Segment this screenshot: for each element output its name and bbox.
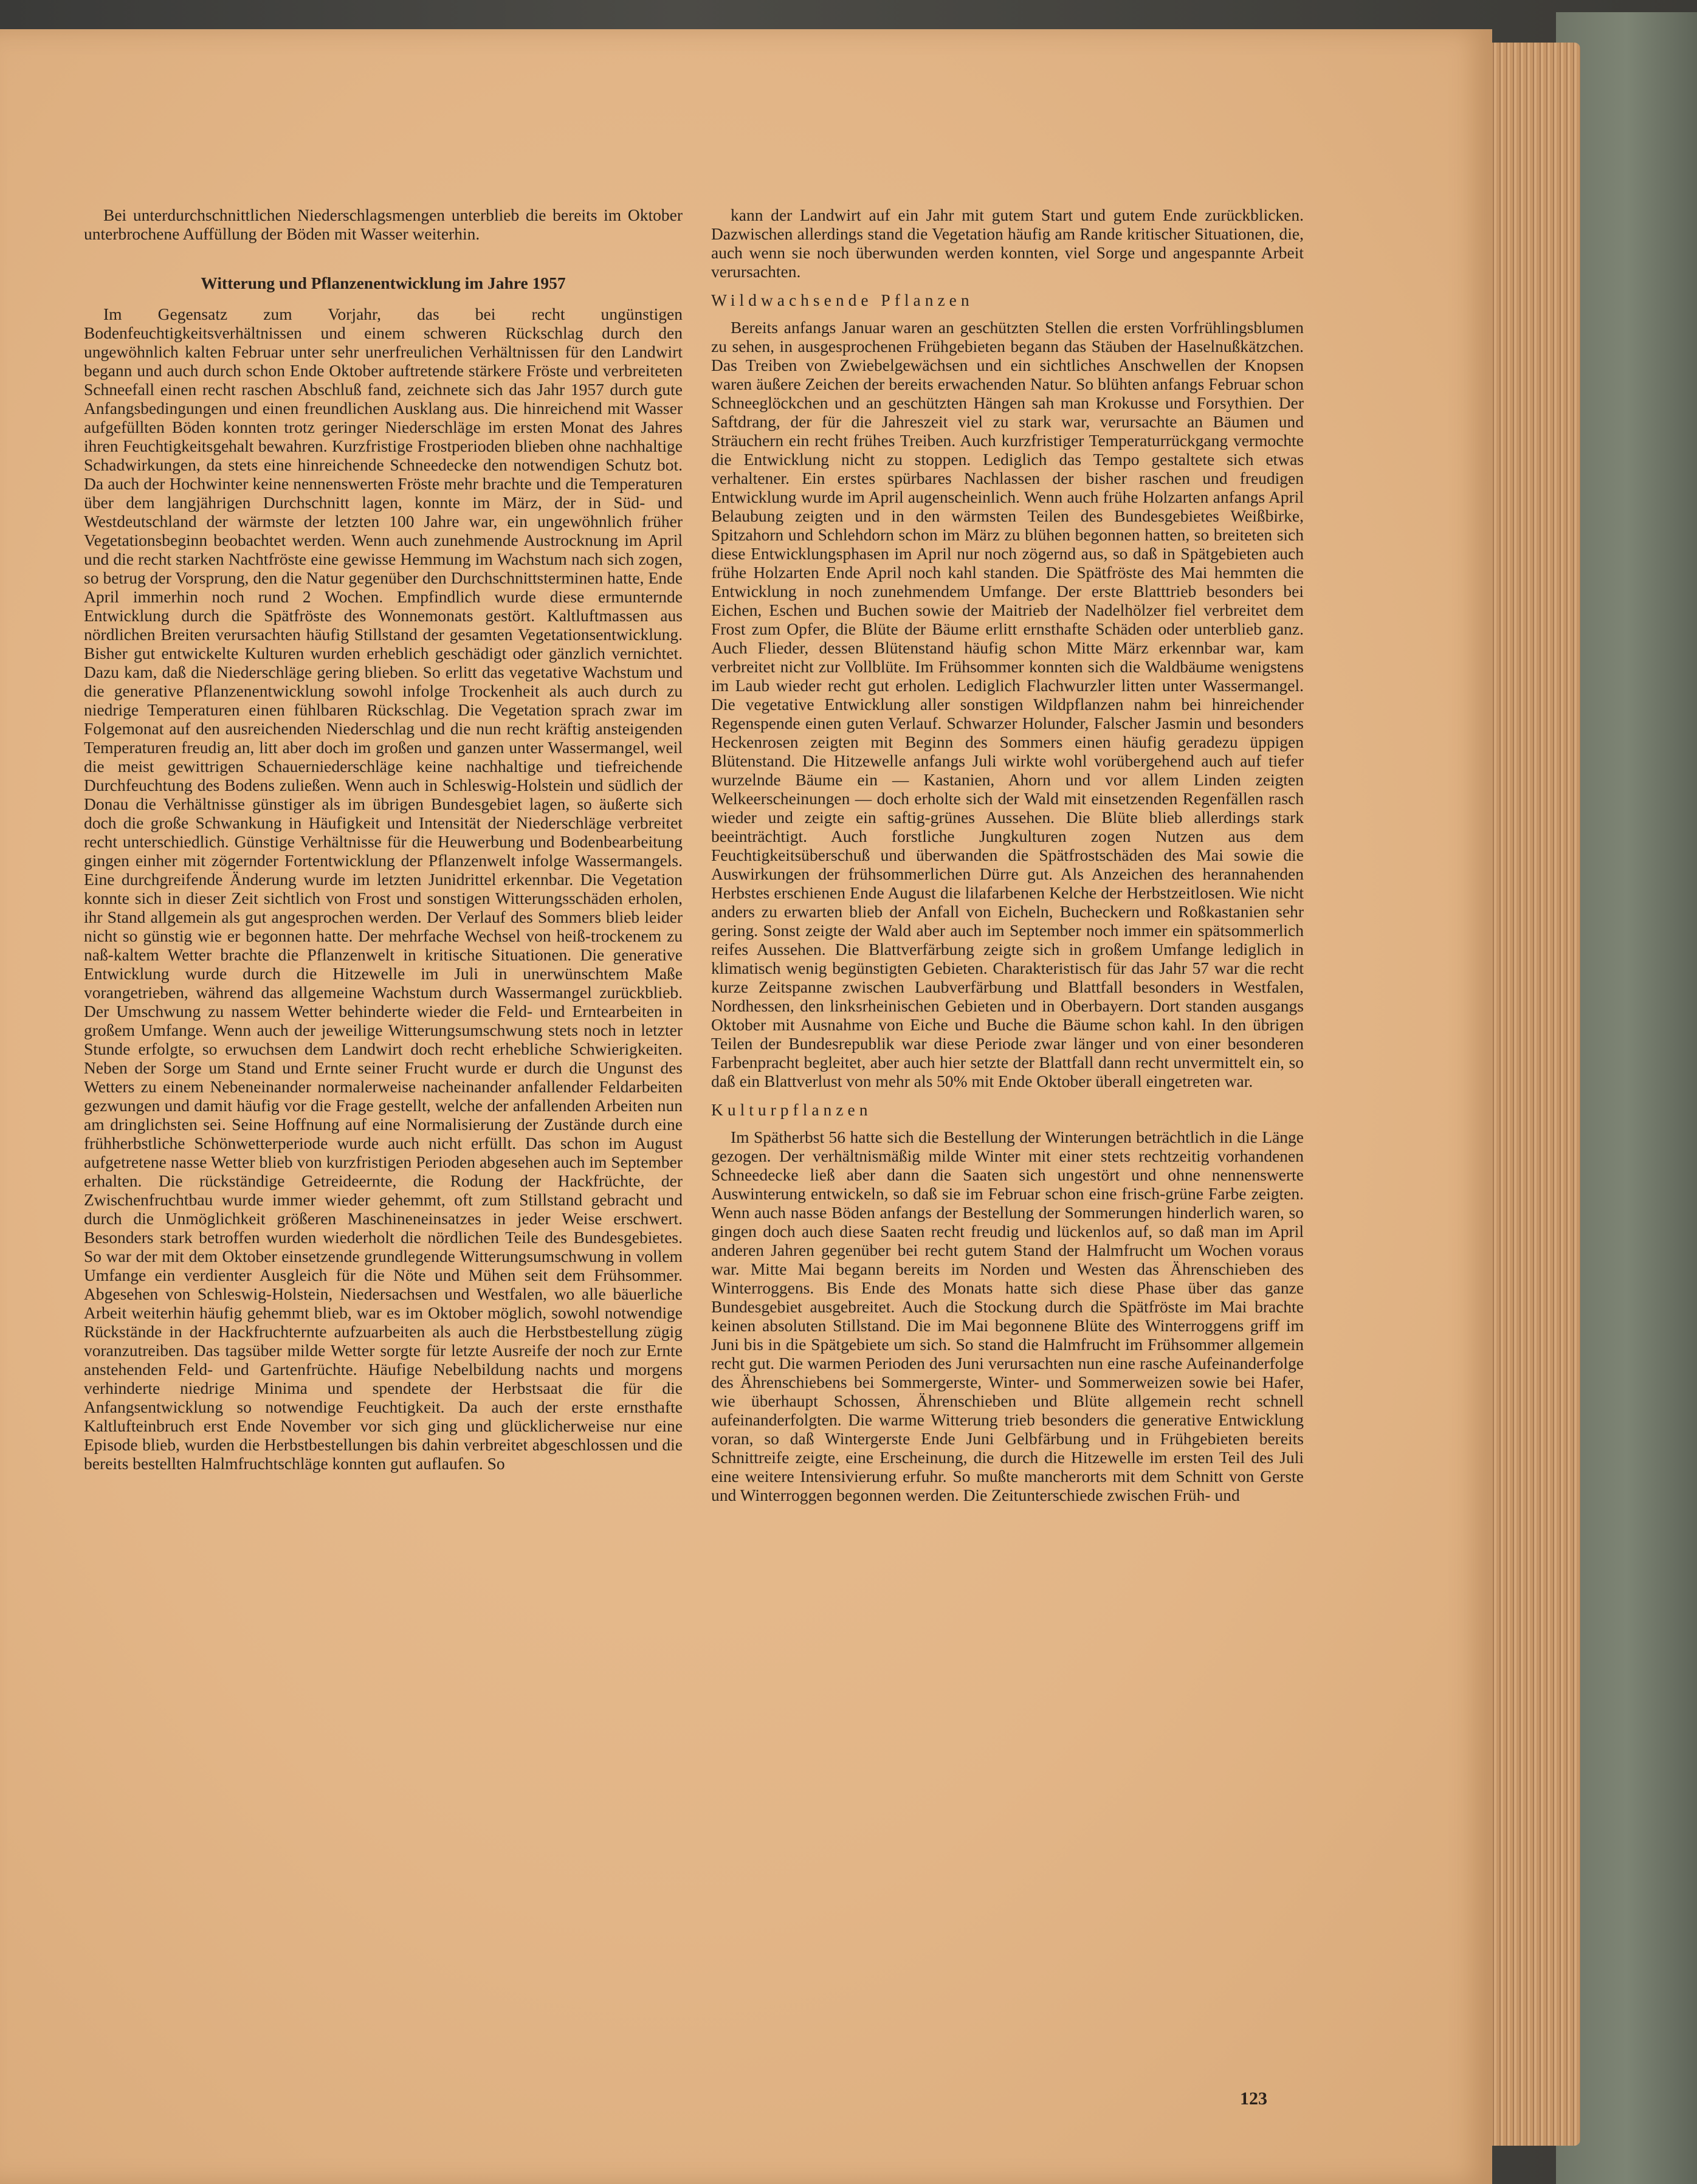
page-edges xyxy=(1483,43,1580,2146)
right-column xyxy=(711,205,1304,2017)
right-intro-paragraph: kann der Landwirt auf ein Jahr mit gutem Start und gutem Ende zurückblicken. Dazwischen allerdings stand die Vegetation häufig am Rande kritischer Situationen, die, auch wenn sie noch überwunden werden konnten, viel Sorge und angespannte Arbeit verursachten. xyxy=(711,205,1304,281)
subheading-crops: Kulturpflanzen xyxy=(711,1100,872,1119)
wild-plants-paragraph: Bereits anfangs Januar waren an geschützten Stellen die ersten Vorfrühlingsblumen zu sehen, in ausgesprochenen Frühgebieten begann das Stäuben der Haselnußkätzchen. Das Treiben von Zwiebelgewächsen und ein sichtliches Anschwellen der Knopsen waren äußere Zeichen der bereits erwachenden Natur. So blühten anfangs Februar schon Schneeglöckchen und an geschützten Hängen sah man Krokusse und Forsythien. Der Saftdrang, der für die Jahreszeit viel zu stark war, verursachte an Bäumen und Sträuchern ein recht frühes Treiben. Auch kurzfristiger Temperaturrückgang vermochte die Entwicklung nicht zu stoppen. Lediglich das Tempo gestaltete sich etwas verhaltener. Ein erstes spürbares Nachlassen der bisher raschen und freudigen Entwicklung wurde im April augenscheinlich. Wenn auch frühe Holzarten anfangs April Belaubung zeigten und in den wärmsten Teilen des Bundesgebietes Weißbirke, Spitzahorn und Schlehdorn schon im März zu blühen begonnen hatten, so breiteten sich diese Entwicklungsphasen im April nur noch zögernd aus, so daß in Spätgebieten auch frühe Holzarten Ende April noch kahl standen. Die Spätfröste des Mai hemmten die Entwicklung in noch zunehmendem Umfange. Der erste Blatttrieb besonders bei Eichen, Eschen und Buchen sowie der Maitrieb der Nadelhölzer fiel verbreitet dem Frost zum Opfer, die Blüte der Bäume erlitt ernsthafte Schäden oder unterblieb ganz. Auch Flieder, dessen Blütenstand häufig schon Mitte März erkennbar war, kam verbreitet nicht zur Vollblüte. Im Frühsommer konnten sich die Waldbäume wenigstens im Laub wieder recht gut erholen. Lediglich Flachwurzler litten unter Wassermangel. Die vegetative Entwicklung aller sonstigen Wildpflanzen nahm bei hinreichender Regenspende einen guten Verlauf. Schwarzer Holunder, Falscher Jasmin und besonders Heckenrosen zeigten mit Beginn des Sommers einen häufig geradezu üppigen Blütenstand. Die Hitzewelle anfangs Juli wirkte wohl vorübergehend auch auf tiefer wurzelnde Bäume ein — Kastanien, Ahorn und vor allem Linden zeigten Welkeerscheinungen — doch erholte sich der Wald mit einsetzenden Regenfällen rasch wieder und zeigte ein saftig-grünes Aussehen. Die Blüte blieb allerdings stark beeinträchtigt. Auch forstliche Jungkulturen zogen Nutzen aus dem Feuchtigkeitsüberschuß und überwanden die Spätfrostschäden des Mai sowie die Auswirkungen der frühsommerlichen Dürre gut. Als Anzeichen des herannahenden Herbstes erschienen Ende August die lilafarbenen Kelche der Herbstzeitlosen. Wie nicht anders zu erwarten blieb der Anfall von Eicheln, Bucheckern und Roßkastanien sehr gering. Sonst zeigte der Wald aber auch im September noch immer ein spätsommerlich reifes Aussehen. Die Blattverfärbung zeigte sich in großem Umfange lediglich in klimatisch wenig begünstigten Gebieten. Charakteristisch für das Jahr 57 war die recht kurze Zeitspanne zwischen Laubverfärbung und Blattfall besonders in Westfalen, Nordhessen, den linksrheinischen Gebieten und in Oberbayern. Dort standen ausgangs Oktober mit Ausnahme von Eiche und Buche die Bäume schon kahl. In den übrigen Teilen der Bundesrepublik war diese Periode zwar länger und von einer besonderen Farbenpracht begleitet, aber auch hier setzte der Blattfall dann recht unvermittelt ein, so daß ein Blattverlust von mehr als 50% mit Ende Oktober überall eingetreten war. xyxy=(711,318,1304,1090)
section-heading: Witterung und Pflanzenentwicklung im Jahre 1957 xyxy=(201,274,566,292)
subheading-wild-plants: Wildwachsende Pflanzen xyxy=(711,291,974,309)
crops-paragraph: Im Spätherbst 56 hatte sich die Bestellung der Winterungen beträchtlich in die Länge gezogen. Der verhältnismäßig milde Winter mit einer stets rechtzeitig vorhandenen Schneedecke ließ aber dann die Saaten sich ungestört und ohne nennenswerte Auswinterung entwickeln, so daß sie im Februar schon eine frisch-grüne Farbe zeigten. Wenn auch nasse Böden anfangs der Bestellung der Sommerungen hinderlich waren, so gingen doch auch diese Saaten recht freudig und lückenlos auf, so daß man im April anderen Jahren gegenüber bei recht gutem Stand der Halmfrucht um Wochen voraus war. Mitte Mai begann bereits im Norden und Westen das Ährenschieben des Winterroggens. Bis Ende des Monats hatte sich diese Phase über das ganze Bundesgebiet ausgebreitet. Auch die Stockung durch die Spätfröste im Mai brachte keinen absoluten Stillstand. Die im Mai begonnene Blüte des Winterroggens griff im Juni bis in die Spätgebiete um sich. So stand die Halmfrucht im Frühsommer allgemein recht gut. Die warmen Perioden des Juni verursachten nun eine rasche Aufeinanderfolge des Ährenschiebens bei Sommergerste, Winter- und Sommerweizen sowie bei Hafer, wie überhaupt Schossen, Ährenschieben und Blüte allgemein recht schnell aufeinanderfolgten. Die warme Witterung trieb besonders die generative Entwicklung voran, so daß Wintergerste Ende Juni Gelbfärbung und in Frühgebieten bereits Schnittreife zeigte, eine Erscheinung, die durch die Hitzewelle im ersten Teil des Juli eine weitere Intensivierung erfuhr. So mußte mancherorts mit dem Schnitt von Gerste und Winterroggen begonnen werden. Die Zeitunterschiede zwischen Früh- und xyxy=(711,1128,1304,1504)
document-page xyxy=(0,29,1492,2184)
left-intro-paragraph: Bei unterdurchschnittlichen Niederschlagsmengen unterblieb die bereits im Oktober unterbrochene Auffüllung der Böden mit Wasser weiterhin. xyxy=(84,205,683,243)
left-body-paragraph: Im Gegensatz zum Vorjahr, das bei recht ungünstigen Bodenfeuchtigkeitsverhältnissen und einem schweren Rückschlag durch den ungewöhnlich kalten Februar unter sehr unerfreulichen Verhältnissen für den Landwirt begann und auch durch schon Ende Oktober auftretende stärkere Fröste und verbreiteten Schneefall einen recht raschen Abschluß fand, zeichnete sich das Jahr 1957 durch gute Anfangsbedingungen und einen freundlichen Ausklang aus. Die hinreichend mit Wasser aufgefüllten Böden konnten trotz geringer Niederschläge im ersten Monat des Jahres ihren Feuchtigkeitsgehalt bewahren. Kurzfristige Frostperioden blieben ohne nachhaltige Schadwirkungen, da stets eine hinreichende Schneedecke den notwendigen Schutz bot. Da auch der Hochwinter keine nennenswerten Fröste mehr brachte und die Temperaturen über dem langjährigen Durchschnitt lagen, konnte im März, der in Süd- und Westdeutschland der wärmste der letzten 100 Jahre war, ein ungewöhnlich früher Vegetationsbeginn beobachtet werden. Wenn auch zunehmende Austrocknung im April und die recht starken Nachtfröste eine gewisse Hemmung im Wachstum nach sich zogen, so betrug der Vorsprung, den die Natur gegenüber den Durchschnittsterminen hatte, Ende April immerhin noch rund 2 Wochen. Empfindlich wurde diese ermunternde Entwicklung durch die Spätfröste des Wonnemonats gestört. Kaltluftmassen aus nördlichen Breiten verursachten häufig Stillstand der gesamten Vegetationsentwicklung. Bisher gut entwickelte Kulturen wurden erheblich geschädigt oder gänzlich vernichtet. Dazu kam, daß die Niederschläge gering blieben. So erlitt das vegetative Wachstum und die generative Pflanzenentwicklung sowohl infolge Trockenheit als auch durch zu niedrige Temperaturen einen fühlbaren Rückschlag. Die Vegetation sprach zwar im Folgemonat auf den ausreichenden Niederschlag und die nun recht kräftig ansteigenden Temperaturen freudig an, litt aber doch im großen und ganzen unter Wassermangel, weil die meist gewittrigen Schauerniederschläge keine nachhaltige und tiefreichende Durchfeuchtung des Bodens zuließen. Wenn auch in Schleswig-Holstein und südlich der Donau die Verhältnisse günstiger als im übrigen Bundesgebiet lagen, so äußerte sich doch die große Schwankung in Häufigkeit und Intensität der Niederschläge verbreitet recht unterschiedlich. Günstige Verhältnisse für die Heuwerbung und Bodenbearbeitung gingen einher mit zögernder Fortentwicklung der Pflanzenwelt infolge Wassermangels. Eine durchgreifende Änderung wurde im letzten Junidrittel erkennbar. Die Vegetation konnte sich in dieser Zeit sichtlich von Frost und sonstigen Witterungsschäden erholen, ihr Stand allgemein als gut angesprochen werden. Der Verlauf des Sommers blieb leider nicht so günstig wie er begonnen hatte. Der mehrfache Wechsel von heiß-trockenem zu naß-kaltem Wetter brachte die Pflanzenwelt in kritische Situationen. Die generative Entwicklung wurde durch die Hitzewelle im Juli in unerwünschtem Maße vorangetrieben, während das allgemeine Wachstum durch Wassermangel zurückblieb. Der Umschwung zu nassem Wetter behinderte wieder die Feld- und Erntearbeiten in großem Umfange. Wenn auch der jeweilige Witterungsumschwung stets noch in letzter Stunde erfolgte, so erwuchsen dem Landwirt doch recht erhebliche Schwierigkeiten. Neben der Sorge um Stand und Ernte seiner Frucht wurde er durch die Ungunst des Wetters zu einem Nebeneinander normalerweise nacheinander anfallender Feldarbeiten gezwungen und damit häufig vor die Frage gestellt, welche der anfallenden Arbeiten nun am dringlichsten sei. Seine Hoffnung auf eine Normalisierung der Zustände durch eine frühherbstliche Schönwetterperiode wurde auch nicht erfüllt. Das schon im August aufgetretene nasse Wetter blieb von kurzfristigen Perioden abgesehen auch im September erhalten. Die rückständige Getreideernte, die Rodung der Hackfrüchte, der Zwischenfruchtbau wurde immer wieder gehemmt, oft zum Stillstand gebracht und durch die Unmöglichkeit größeren Maschineneinsatzes in jeder Weise erschwert. Besonders stark betroffen wurden wiederholt die nördlichen Teile des Bundesgebietes. So war der mit dem Oktober einsetzende grundlegende Witterungsumschwung in vollem Umfange ein verdienter Ausgleich für die Nöte und Mühen seit dem Frühsommer. Abgesehen von Schleswig-Holstein, Niedersachsen und Westfalen, wo alle bäuerliche Arbeit weiterhin häufig gehemmt blieb, war es im Oktober möglich, sowohl notwendige Rückstände in der Hackfruchternte aufzuarbeiten als auch die Herbstbestellung zügig voranzutreiben. Das tagsüber milde Wetter sorgte für letzte Ausreife der noch zur Ernte anstehenden Feld- und Gartenfrüchte. Häufige Nebelbildung nachts und morgens verhinderte niedrige Minima und spendete der Herbstsaat die für die Anfangsentwicklung so notwendige Feuchtigkeit. Da auch der erste ernsthafte Kaltlufteinbruch erst Ende November vor sich ging und glücklicherweise nur eine Episode blieb, wurden die Herbstbestellungen bis dahin verbreitet abgeschlossen und die bereits bestellten Halmfruchtschläge konnten gut auflaufen. So xyxy=(84,305,683,1473)
page-number: 123 xyxy=(1240,2089,1267,2109)
left-column xyxy=(84,205,683,2017)
